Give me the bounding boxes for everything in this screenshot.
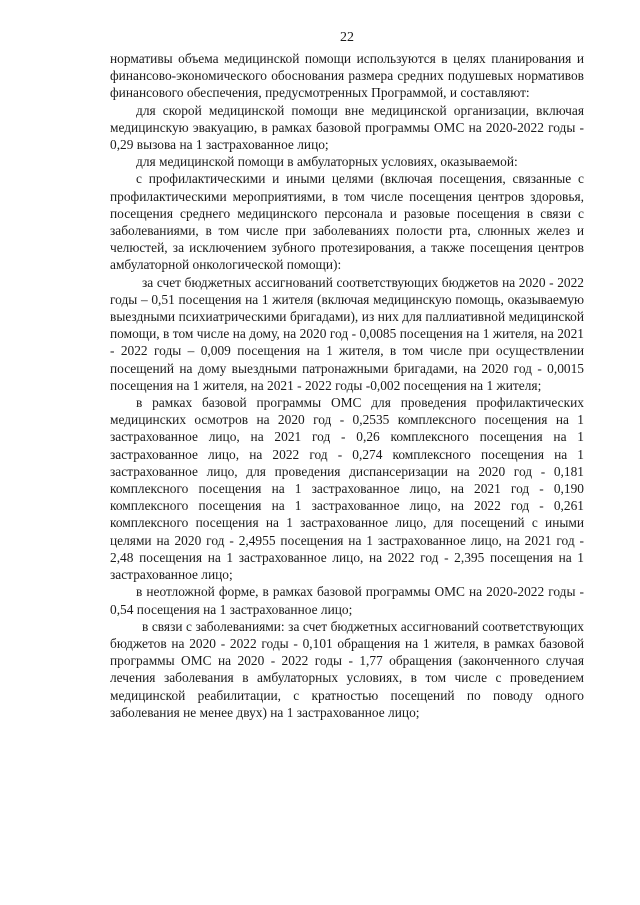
paragraph-normatives-intro: нормативы объема медицинской помощи используются в целях планирования и финансово-экономического обоснования размера средних подушевых нормативов финансового обеспечения, предусмотренных Программой, и составляют:: [110, 51, 584, 101]
paragraph-outpatient-care: для медицинской помощи в амбулаторных условиях, оказываемой:: [136, 154, 518, 170]
document-body: [110, 50, 584, 721]
paragraph-basic-program-checkups: в рамках базовой программы ОМС для проведения профилактических медицинских осмотров на 2020 год - 0,2535 комплексного посещения на 1 застрахованное лицо, на 2021 год - 0,26 комплексного посещения на 1 застрахованное лицо, на 2022 год - 0,274 комплексного посещения на 1 застрахованное лицо, для проведения диспансеризации на 2020 год - 0,181 комплексного посещения на 1 застрахованное лицо, на 2021 год - 0,190 комплексного посещения на 1 застрахованное лицо, на 2022 год - 0,261 комплексного посещения на 1 застрахованное лицо, для посещений с иными целями на 2020 год - 2,4955 посещения на 1 застрахованное лицо, на 2021 год - 2,48 посещения на 1 застрахованное лицо, на 2022 год - 2,395 посещения на 1 застрахованное лицо;: [110, 395, 584, 583]
document-page: [110, 30, 584, 721]
paragraph-emergency-care: для скорой медицинской помощи вне медицинской организации, включая медицинскую эвакуацию, в рамках базовой программы ОМС на 2020-2022 годы - 0,29 вызова на 1 застрахованное лицо;: [110, 102, 584, 153]
paragraph-urgent-care: в неотложной форме, в рамках базовой программы ОМС на 2020-2022 годы - 0,54 посещения на 1 застрахованное лицо;: [110, 584, 584, 617]
paragraph-budget-allocations: за счет бюджетных ассигнований соответствующих бюджетов на 2020 - 2022 годы – 0,51 посещения на 1 жителя (включая медицинскую помощь, оказываемую выездными психиатрическими бригадами), из них для паллиативной медицинской помощи, в том числе на дому, на 2020 год - 0,0085 посещения на 1 жителя, на 2021 - 2022 годы – 0,009 посещения на 1 жителя, в том числе при осуществлении посещений на дому выездными патронажными бригадами, на 2020 год - 0,0015 посещения на 1 жителя, на 2021 - 2022 годы -0,002 посещения на 1 жителя;: [110, 274, 584, 393]
paragraph-preventive-visits: с профилактическими и иными целями (включая посещения, связанные с профилактическими мероприятиями, в том числе посещения центров здоровья, посещения среднего медицинского персонала и разовые посещения в связи с заболеваниями, в том числе при заболеваниях полости рта, слюнных желез и челюстей, за исключением зубного протезирования, а также посещения центров амбулаторной онкологической помощи):: [110, 171, 584, 273]
paragraph-disease-visits: в связи с заболеваниями: за счет бюджетных ассигнований соответствующих бюджетов на 2020 - 2022 годы - 0,101 обращения на 1 жителя, в рамках базовой программы ОМС на 2020 - 2022 годы - 1,77 обращения (законченного случая лечения заболевания в амбулаторных условиях, в том числе с проведением медицинской реабилитации, с кратностью посещений по поводу одного заболевания не менее двух) на 1 застрахованное лицо;: [110, 618, 584, 720]
page-number: 22: [340, 30, 354, 45]
